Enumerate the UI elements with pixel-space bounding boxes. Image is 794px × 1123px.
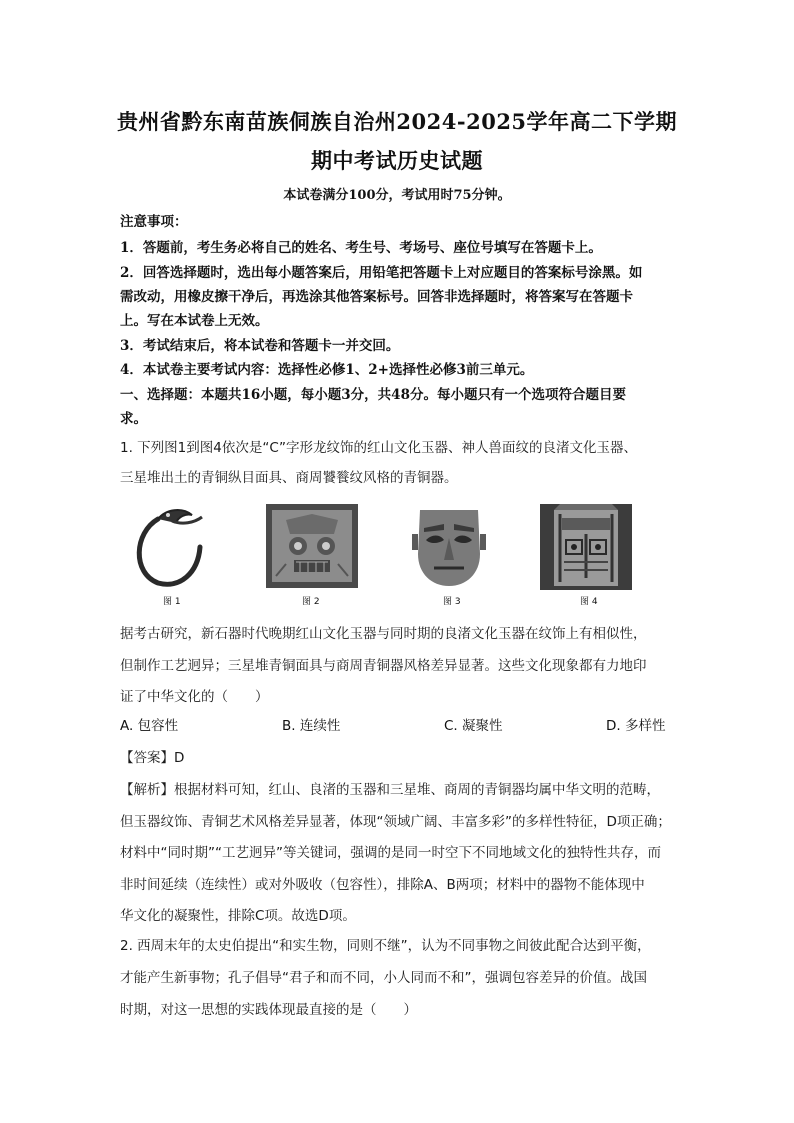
- q1-analysis-line: [120, 778, 660, 798]
- exam-subtitle: 本试卷满分100分，考试用时75分钟。: [283, 188, 511, 203]
- answer-value: D: [174, 750, 185, 766]
- q1-answer: [120, 746, 184, 766]
- figure-2-liangzhu-jade-image: [266, 504, 358, 588]
- figure-4-bronze-vessel-image: [540, 504, 632, 590]
- q2-stem-line: 2. 西周末年的太史伯提出“和实生物，同则不继”，认为不同事物之间彼此配合达到平衡，: [120, 938, 651, 954]
- q1-body-line: 据考古研究，新石器时代晚期红山文化玉器与同时期的良渚文化玉器在纹饰上有相似性，: [120, 626, 647, 642]
- notes-line: 上。写在本试卷上无效。: [120, 313, 269, 329]
- notes-heading: 注意事项：: [120, 214, 188, 230]
- figure-1-jade-dragon-image: [128, 503, 208, 589]
- figure-1-caption: 图 1: [163, 597, 181, 607]
- section-heading: 一、选择题：本题共16小题，每小题3分，共48分。每小题只有一个选项符合题目要: [120, 387, 626, 403]
- q1-option-d: D. 多样性: [606, 718, 666, 734]
- q2-stem-line: 才能产生新事物；孔子倡导“君子和而不同，小人同而不和”，强调包容差异的价值。战国: [120, 970, 647, 986]
- q1-stem-line: 1. 下列图1到图4依次是“C”字形龙纹饰的红山文化玉器、神人兽面纹的良渚文化玉器、: [120, 440, 638, 456]
- notes-line: 3．考试结束后，将本试卷和答题卡一并交回。: [120, 338, 400, 354]
- figure-4-caption: 图 4: [580, 597, 598, 607]
- figure-2-caption: 图 2: [302, 597, 320, 607]
- q1-body-line: 证了中华文化的（ ）: [120, 689, 269, 705]
- q1-option-a: A. 包容性: [120, 718, 179, 734]
- q2-stem-line: 时期，对这一思想的实践体现最直接的是（ ）: [120, 1002, 417, 1018]
- analysis-label: 【解析】: [120, 782, 174, 798]
- notes-line: 1．答题前，考生务必将自己的姓名、考生号、考场号、座位号填写在答题卡上。: [120, 240, 602, 256]
- figure-3-sanxingdui-mask-image: [410, 504, 488, 590]
- figure-3-caption: 图 3: [443, 597, 461, 607]
- answer-label: 【答案】: [120, 750, 174, 766]
- section-heading-cont: 求。: [120, 411, 147, 427]
- q1-body-line: 但制作工艺迥异；三星堆青铜面具与商周青铜器风格差异显著。这些文化现象都有力地印: [120, 658, 647, 674]
- exam-title-line1: 贵州省黔东南苗族侗族自治州2024-2025学年高二下学期: [116, 109, 678, 134]
- q1-option-b: B. 连续性: [282, 718, 341, 734]
- q1-analysis-line: 但玉器纹饰、青铜艺术风格差异显著，体现“领域广阔、丰富多彩”的多样性特征，D项正确；: [120, 814, 671, 830]
- notes-line: 4．本试卷主要考试内容：选择性必修1、2+选择性必修3前三单元。: [120, 362, 534, 378]
- q1-analysis-line: 非时间延续（连续性）或对外吸收（包容性），排除A、B两项；材料中的器物不能体现中: [120, 877, 645, 893]
- q1-option-c: C. 凝聚性: [444, 718, 503, 734]
- analysis-text: 根据材料可知，红山、良渚的玉器和三星堆、商周的青铜器均属中华文明的范畴，: [174, 782, 660, 798]
- q1-stem-line: 三星堆出土的青铜纵目面具、商周饕餮纹风格的青铜器。: [120, 470, 458, 486]
- q1-analysis-line: 材料中“同时期”“工艺迥异”等关键词，强调的是同一时空下不同地域文化的独特性共存，而: [120, 845, 661, 861]
- notes-line: 2．回答选择题时，选出每小题答案后，用铅笔把答题卡上对应题目的答案标号涂黑。如: [120, 265, 643, 281]
- exam-title-line2: 期中考试历史试题: [311, 148, 483, 173]
- q1-analysis-line: 华文化的凝聚性，排除C项。故选D项。: [120, 908, 356, 924]
- notes-line: 需改动，用橡皮擦干净后，再选涂其他答案标号。回答非选择题时，将答案写在答题卡: [120, 289, 633, 305]
